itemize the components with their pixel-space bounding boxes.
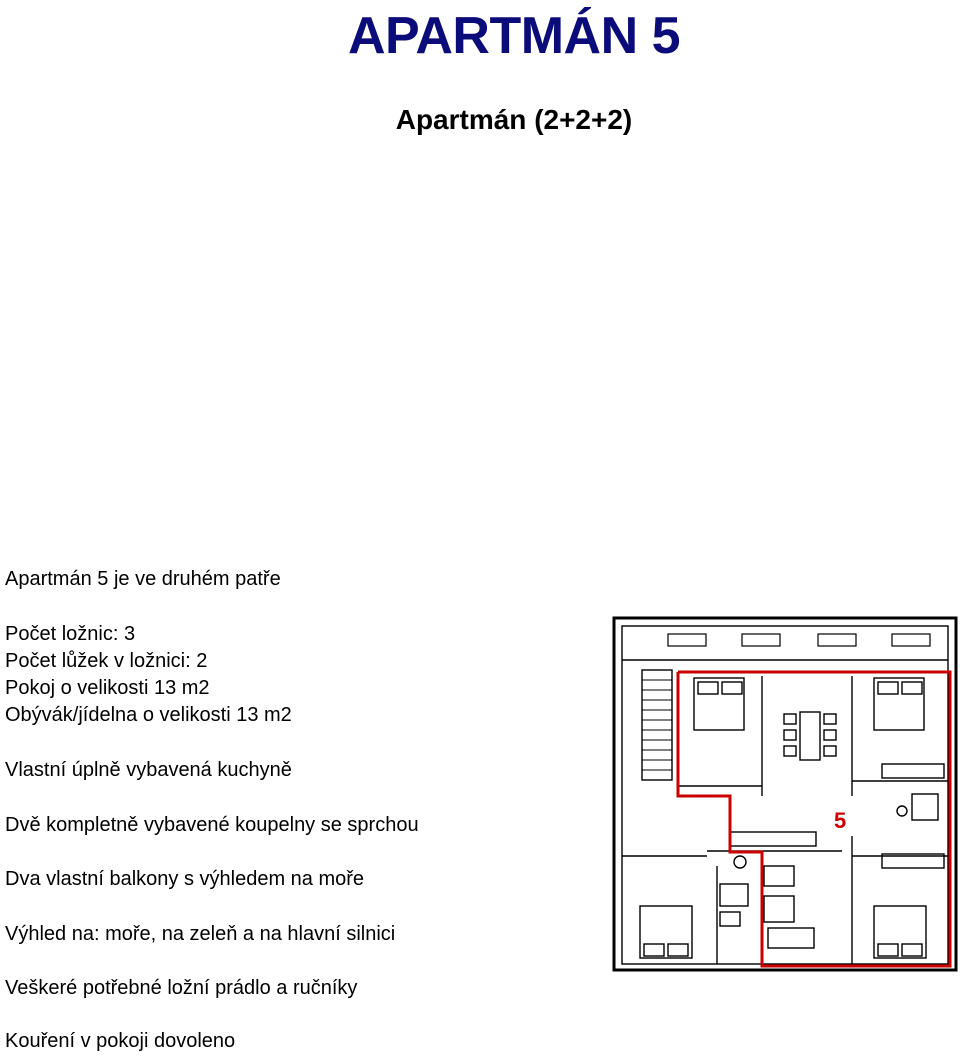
floor-plan: [612, 616, 958, 972]
apartment-number-label: 5: [834, 808, 847, 833]
smoking-info: Kouření v pokoji dovoleno: [5, 1030, 236, 1052]
page-title: APARTMÁN 5: [347, 7, 681, 65]
floor-plan-drawing: [612, 616, 958, 972]
linen-info: Veškeré potřebné ložní prádlo a ručníky: [5, 977, 358, 999]
living-size-info: Obývák/jídelna o velikosti 13 m2: [5, 704, 292, 726]
bathrooms-info: Dvě kompletně vybavené koupelny se sprchou: [5, 814, 419, 836]
kitchen-info: Vlastní úplně vybavená kuchyně: [5, 759, 292, 781]
balconies-info: Dva vlastní balkony s výhledem na moře: [5, 868, 365, 890]
view-info: Výhled na: moře, na zeleň a na hlavní silnici: [5, 923, 396, 945]
room-size-info: Pokoj o velikosti 13 m2: [5, 677, 210, 699]
floor-info: Apartmán 5 je ve druhém patře: [5, 568, 281, 590]
bedrooms-info: Počet ložnic: 3: [5, 623, 136, 645]
page-subtitle: Apartmán (2+2+2): [395, 104, 633, 135]
beds-info: Počet lůžek v ložnici: 2: [5, 650, 208, 672]
